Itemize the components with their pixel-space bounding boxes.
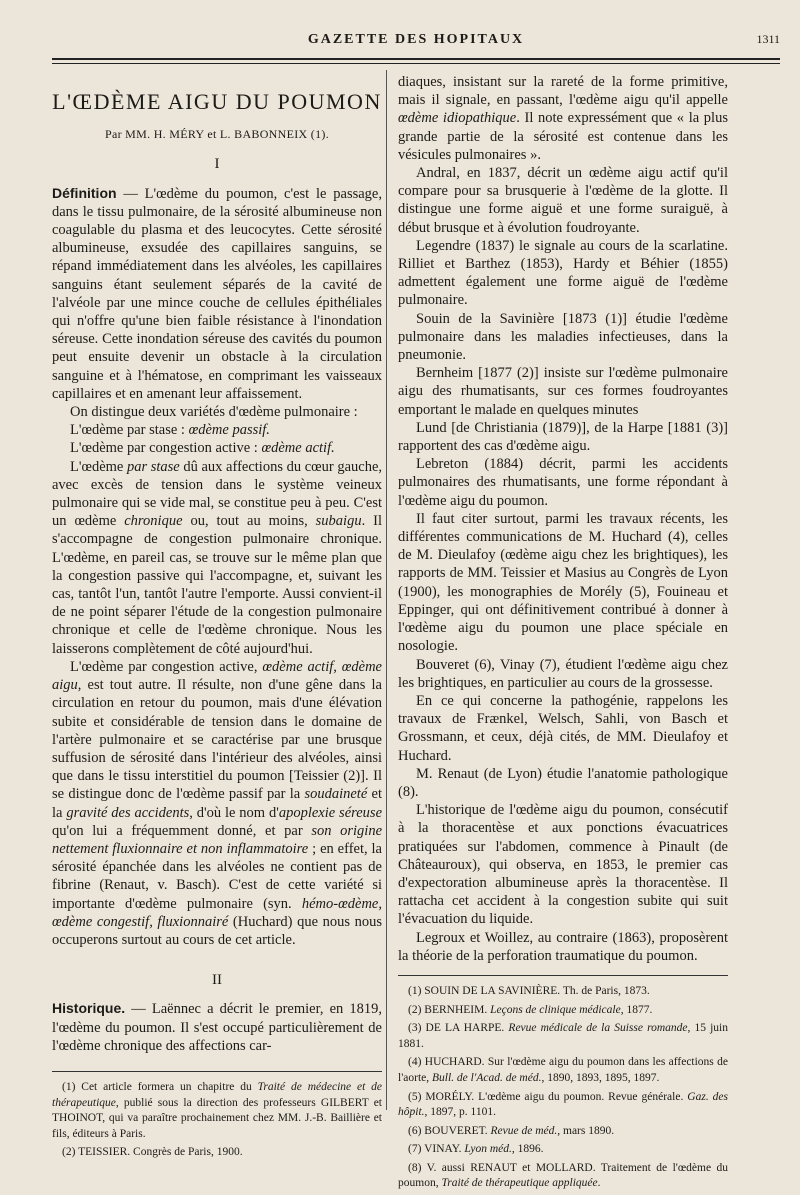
text-run: , 1897, p. 1101. [424, 1106, 496, 1119]
header-rule-thin [52, 63, 780, 64]
text-run: (1) Cet article formera un chapitre du [62, 1080, 258, 1093]
text-run: , mars 1890. [557, 1124, 615, 1137]
italic-run: soudaineté [304, 786, 368, 803]
footnote-4-right [398, 1055, 728, 1086]
footnotes-right [398, 984, 728, 1192]
italic-run: son origine nettement fluxionnaire et non inflammatoire [52, 822, 382, 857]
footnote-7-right [398, 1142, 728, 1158]
text-run: (3) DE LA HARPE. [408, 1022, 509, 1035]
text-run: L'œdème par congestion active, [70, 658, 263, 675]
congestion-paragraph [52, 658, 382, 949]
hist-continued [398, 73, 728, 164]
column-divider [386, 70, 387, 1110]
italic-run: œdème idiopathique [398, 110, 517, 127]
text-run: et la [52, 786, 382, 821]
page-header [52, 32, 780, 52]
text-run: . Il s'accompagne de congestion pulmonaire chronique. L'œdème, en pareil cas, se trouve sur le même plan que la congestion passive qui l'accompagne, et, suivant les cas, tantôt l'un, tantôt l'autre l'emporte. Aussi convient-il de ne point séparer l'étude de la congestion pulmonaire chronique et celle de l'œdème chronique. Nous les laisserons complètement de côté aujourd'hui. [52, 513, 382, 657]
footnote-rule-left [52, 1071, 382, 1072]
historique-text: — Laënnec a décrit le premier, en 1819, l'œdème du poumon. Il s'est occupé particulièrement de l'œdème chronique des affections car- [52, 1001, 382, 1054]
italic-run: Traité de thérapeutique appliquée [441, 1177, 598, 1190]
text-run: ou, tout au moins, [182, 513, 316, 530]
text-run: , 15 juin 1881. [398, 1022, 728, 1050]
footnote-3-right [398, 1021, 728, 1052]
variety-congestion-label: L'œdème par congestion active : [70, 440, 262, 457]
italic-run: œdème actif, œdème aigu [52, 658, 382, 694]
italic-run: Lyon méd. [464, 1143, 512, 1156]
italic-run: Bull. de l'Acad. de méd. [432, 1071, 542, 1084]
footnote-1-left [52, 1080, 382, 1142]
text-run: . Il note expressément que « la plus grande partie de la sérosité est contenue dans les vésicules pulmonaires ». [398, 110, 728, 163]
italic-run: chronique [124, 513, 183, 530]
souin-paragraph: Souin de la Savinière [1873 (1)] étudie l'œdème pulmonaire dans les maladies infectieuses, dans la pneumonie. [398, 310, 728, 364]
italic-run: subaigu [315, 513, 362, 530]
article-title: L'ŒDÈME AIGU DU POUMON [52, 89, 382, 114]
italic-run: apoplexie séreuse [278, 804, 383, 821]
running-title: GAZETTE DES HOPITAUX [307, 32, 525, 47]
page-number: 1311 [756, 32, 780, 46]
variety-stase-term: œdème passif. [188, 422, 270, 439]
text-run: , d'où le nom d' [189, 804, 279, 821]
thoracentese-paragraph: L'historique de l'œdème aigu du poumon, consécutif à la thoracentèse et aux ponctions évacuatrices pratiquées sur l'abdomen, commence à Pinault (de Châteauroux), qui observa, en 1853, le premier cas d'expectoration albumineuse après la thoracentèse. Il rattacha cet accident à la congestion subite qui suit l'évacuation du liquide. [398, 802, 728, 928]
left-column [52, 73, 382, 1164]
footnote-2-right [398, 1003, 728, 1019]
bouveret-paragraph: Bouveret (6), Vinay (7), étudient l'œdème aigu chez les brightiques, en particulier au cours de la grossesse. [398, 656, 728, 691]
footnote-8-right [398, 1161, 728, 1192]
italic-run: gravité des accidents [66, 804, 190, 821]
text-run: . [597, 1177, 601, 1190]
italic-run: Revue médicale de la Suisse romande [508, 1022, 688, 1035]
footnote-2-left: (2) TEISSIER. Congrès de Paris, 1900. [62, 1146, 243, 1159]
definition-heading: Définition [52, 184, 117, 201]
text-run: (2) BERNHEIM. [408, 1003, 491, 1016]
article-authors: Par MM. H. MÉRY et L. BABONNEIX (1). [104, 127, 329, 142]
footnote-5-right [398, 1090, 728, 1121]
lund-paragraph: Lund [de Christiania (1879)], de la Harpe [1881 (3)] rapportent des cas d'œdème aigu. [398, 419, 728, 455]
text-run: (5) MORÉLY. L'œdème aigu du poumon. Revue générale. [408, 1090, 688, 1103]
footnote-6-right [398, 1124, 728, 1140]
text-run: , 1890, 1893, 1895, 1897. [541, 1071, 660, 1084]
italic-run: Leçons de clinique médicale [490, 1003, 621, 1016]
bernheim-paragraph: Bernheim [1877 (2)] insiste sur l'œdème pulmonaire aigu des rhumatisants, sur ces formes foudroyantes emportant le malade en quelques minutes [398, 365, 728, 418]
section-number-2: II [212, 972, 222, 989]
italic-run: Gaz. des hôpit. [398, 1090, 728, 1119]
variety-congestion [52, 439, 382, 457]
legroux-paragraph: Legroux et Woillez, au contraire (1863), proposèrent la théorie de la perforation traumatique du poumon. [398, 929, 728, 964]
footnote-rule-right [398, 975, 728, 976]
renaut-paragraph: M. Renaut (de Lyon) étudie l'anatomie pathologique (8). [398, 765, 728, 800]
definition-paragraph [52, 184, 382, 403]
text-run: diaques, insistant sur la rareté de la forme primitive, mais il signale, en passant, l'œdème aigu qu'il appelle [398, 74, 728, 109]
right-column [398, 73, 728, 1195]
text-run: , 1896. [511, 1143, 544, 1156]
andral-paragraph: Andral, en 1837, décrit un œdème aigu actif qu'il compare pour sa brusquerie à l'œdème de la glotte. Il distingue une forme aiguë et une forme suraiguë, à début brusque et à évolution foudroyante. [398, 165, 728, 236]
historique-heading: Historique. [52, 1000, 126, 1017]
text-run: (6) BOUVERET. [408, 1124, 491, 1137]
section-number-1: I [214, 156, 220, 173]
header-rule-thick [52, 58, 780, 60]
footnotes-left [52, 1080, 382, 1161]
definition-text: — L'œdème du poumon, c'est le passage, dans le tissu pulmonaire, de la sérosité albumineuse non coagulable du plasma et des leucocytes. Cette sérosité albumineuse, exsudée des capillaires sanguins, se répand immédiatement dans les alvéoles, les capillaires sanguins étant seulement séparés de la cavité de l'alvéole par une mince couche de cellules épithéliales qui n'offre qu'une bien faible résistance à l'inondation séreuse. Cette inondation séreuse des cavités du poumon peut ensuite devenir un obstacle à la circulation sanguine et à l'hématose, en comprimant les vaisseaux capillaires et en amenant leur affaissement. [52, 185, 382, 402]
text-run: (7) VINAY. [408, 1143, 465, 1156]
variety-congestion-term: œdème actif. [261, 440, 335, 457]
text-run: qu'on lui a fréquemment donné, et par [52, 822, 312, 839]
stase-paragraph [52, 458, 382, 658]
historique-paragraph [52, 999, 382, 1055]
text-run: , 1877. [620, 1003, 653, 1016]
text-run: (Huchard) que nous nous occuperons surtout au cours de cet article. [52, 913, 382, 948]
italic-run: hémo-œdème, œdème congestif, fluxionnairé [52, 895, 382, 930]
text-run: , est tout autre. Il résulte, non d'une gêne dans la circulation en retour du poumon, mais d'une élévation subite et considérable de tension dans le domaine de l'artère pulmonaire et se caractérise par une brusque suffusion de sérosité dans l'intérieur des alvéoles, ainsi que dans le tissu interstitiel du poumon [Teissier (2)]. Il se distingue donc de l'œdème passif par la [52, 677, 382, 803]
text-run: L'œdème [70, 458, 127, 475]
variety-stase-label: L'œdème par stase : [70, 422, 189, 439]
footnote-1-right: (1) SOUIN DE LA SAVINIÈRE. Th. de Paris, 1873. [408, 984, 650, 997]
variety-stase [52, 421, 382, 439]
text-run: (4) HUCHARD. Sur l'œdème aigu du poumon dans les affections de l'aorte, [398, 1056, 728, 1084]
lebreton-paragraph: Lebreton (1884) décrit, parmi les accidents pulmonaires des rhumatisants, une forme répondant à l'œdème aigu du poumon. [398, 456, 728, 509]
italic-run: par stase [126, 458, 180, 475]
italic-run: Revue de méd. [490, 1124, 558, 1137]
text-run: (8) V. aussi RENAUT et MOLLARD. Traitement de l'œdème du poumon, [398, 1161, 728, 1190]
legendre-paragraph: Legendre (1837) le signale au cours de la scarlatine. Rilliet et Barthez (1853), Hardy et Béhier (1855) admettent également une forme aiguë de l'œdème pulmonaire. [398, 237, 728, 309]
text-run: , publié sous la direction des professeurs GILBERT et THOINOT, qui va paraître prochainement chez MM. J.-B. Baillière et fils, éditeurs à Paris. [52, 1096, 382, 1140]
varieties-paragraph: On distingue deux variétés d'œdème pulmonaire : [70, 404, 358, 421]
italic-run: Traité de médecine et de thérapeutique [52, 1080, 383, 1109]
text-run: ; en effet, la sérosité épanchée dans les alvéoles ne contient pas de fibrine (Renaut, v. Basch). C'est de cette variété si importante d'œdème pulmonaire (syn. [52, 840, 382, 912]
pathogenie-paragraph: En ce qui concerne la pathogénie, rappelons les travaux de Frænkel, Welsch, Sahli, von Basch et Grossmann, et ceux, déjà cités, de MM. Dieulafoy et Huchard. [398, 692, 728, 764]
huchard-paragraph: Il faut citer surtout, parmi les travaux récents, les différentes communications de M. Huchard (4), celles de M. Dieulafoy (œdème aigu chez les brightiques), les rapports de MM. Teissier et Masius au Congrès de Lyon (1900), les monographies de Morély (5), Fouineau et Eppinger, qui ont définitivement contribué à donner à l'œdème aigu du poumon une place spéciale en nosologie. [398, 510, 728, 655]
text-run: dû aux affections du cœur gauche, avec excès de tension dans le système veineux pulmonaire qui se vide mal, se constitue peu à peu. C'est un œdème [52, 458, 383, 530]
